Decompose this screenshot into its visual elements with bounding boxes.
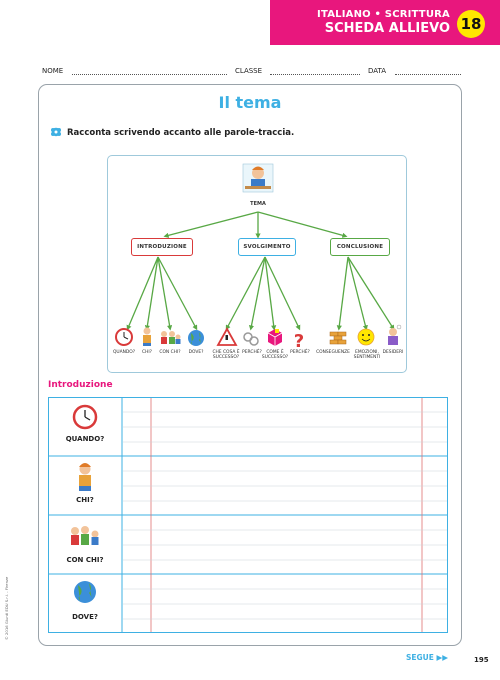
- leaf-label: PERCHÉ?: [242, 350, 262, 355]
- boy-icon: [79, 463, 91, 491]
- copyright-note: © 2016 Giunti EDU S.r.l. - Firenze: [4, 576, 9, 640]
- leaf-label: CONSEGUENZE: [316, 350, 350, 355]
- question-mark-icon: ?: [293, 331, 305, 352]
- page-title: Il tema: [218, 93, 282, 112]
- bricks-icon: [330, 332, 346, 344]
- group-icon: [71, 526, 99, 545]
- class-field[interactable]: [270, 74, 360, 75]
- section-title: Introduzione: [48, 380, 113, 390]
- subject-label: ITALIANO • SCRITTURA: [317, 9, 450, 20]
- date-field[interactable]: [395, 74, 461, 75]
- branch-conclusione: CONCLUSIONE: [330, 238, 390, 256]
- writing-table-grid: [48, 397, 448, 633]
- group-icon: [161, 331, 181, 344]
- leaf-label: EMOZIONI, SENTIMENTI: [353, 350, 381, 360]
- row-label-con-chi: CON CHI?: [66, 556, 104, 564]
- leaf-label: DESIDERI: [382, 350, 404, 355]
- boy-icon: [143, 328, 151, 347]
- leaf-label: CON CHI?: [159, 350, 181, 355]
- smiley-icon: [358, 329, 374, 345]
- flower-bullet-icon: [50, 127, 62, 137]
- warning-sign-icon: [218, 329, 236, 345]
- globe-icon: [74, 581, 96, 603]
- class-label: CLASSE: [235, 67, 263, 75]
- row-label-dove: DOVE?: [72, 613, 98, 621]
- name-field[interactable]: [72, 74, 227, 75]
- date-label: DATA: [368, 67, 387, 75]
- branch-introduzione: INTRODUZIONE: [131, 238, 193, 256]
- cube-icon: [268, 329, 282, 346]
- leaf-label: QUANDO?: [112, 350, 136, 355]
- instruction-text: Racconta scrivendo accanto alle parole-traccia.: [67, 128, 295, 138]
- clock-icon: [74, 406, 96, 428]
- sheet-title: SCHEDA ALLIEVO: [324, 21, 450, 36]
- row-label-chi: CHI?: [76, 496, 94, 504]
- diagram-root-label: TEMA: [250, 201, 266, 207]
- concept-map: [107, 155, 407, 373]
- row-label-quando: QUANDO?: [65, 435, 105, 443]
- clock-icon: [116, 329, 132, 345]
- leaf-label: CHI?: [142, 350, 152, 355]
- next-page-indicator[interactable]: SEGUE ▶▶: [406, 653, 449, 662]
- chain-link-icon: [244, 333, 258, 345]
- sheet-number-badge: 18: [457, 10, 485, 38]
- leaf-label: DOVE?: [188, 350, 204, 355]
- branch-svolgimento: SVOLGIMENTO: [238, 238, 296, 256]
- writing-table: [48, 397, 448, 633]
- leaf-label: CHE COSA È SUCCESSO?: [212, 350, 240, 360]
- concept-map-arrows: [108, 156, 406, 372]
- globe-icon: [188, 330, 204, 346]
- leaf-label: PERCHÉ?: [290, 350, 310, 355]
- leaf-label: COME È SUCCESSO?: [261, 350, 289, 360]
- student-at-desk-icon: [243, 164, 273, 192]
- page-number: 195: [474, 656, 489, 664]
- name-label: NOME: [42, 67, 64, 75]
- child-thinking-icon: [388, 325, 401, 345]
